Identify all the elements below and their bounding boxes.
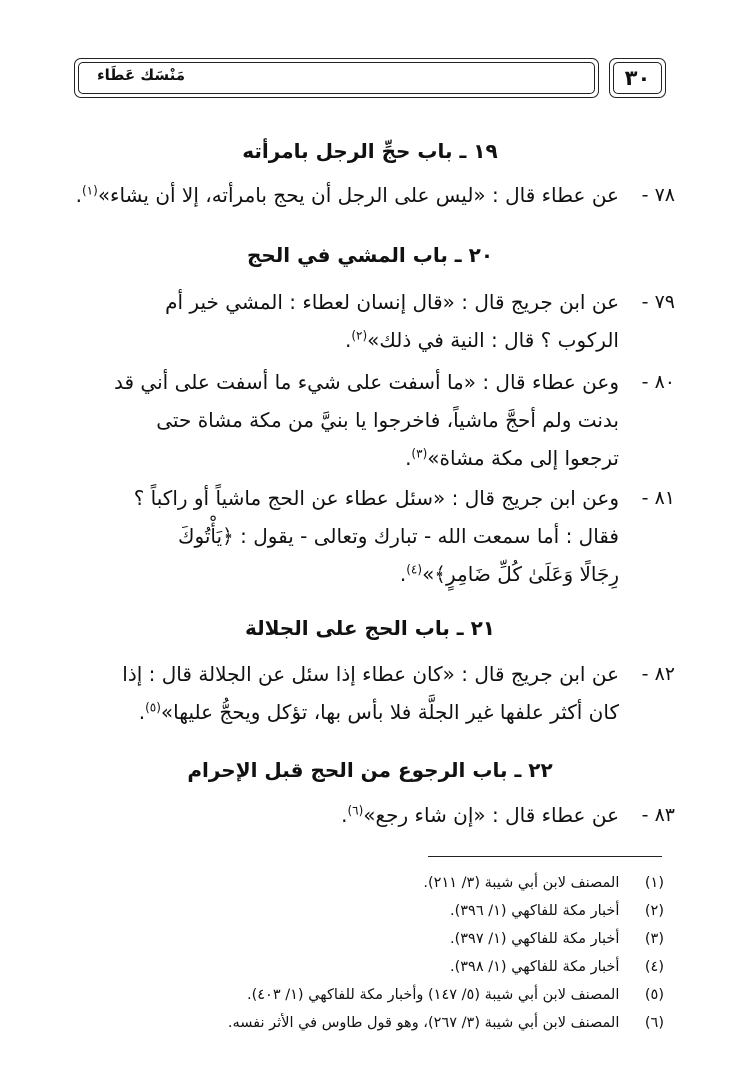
entry-line: الركوب ؟ قال : النية في ذلك»$^{(٢)}$. bbox=[344, 328, 619, 352]
footnote-ref: (٦) bbox=[347, 803, 364, 818]
footnote-text: أخبار مكة للفاكهي (١/ ٣٩٧). bbox=[449, 931, 620, 947]
entry-text bbox=[66, 655, 619, 731]
page-number-box bbox=[609, 58, 666, 98]
entry-text bbox=[66, 283, 619, 359]
entry-number: ٨٣ - bbox=[641, 804, 675, 826]
entry-number: ٨٠ - bbox=[641, 371, 675, 393]
footnote-ref: (٥) bbox=[145, 700, 161, 715]
entry-line: رِجَالًا وَعَلَىٰ كُلِّ ضَامِرٍ﴾»$^{(٤)}$. bbox=[399, 562, 619, 586]
entry-line: عن عطاء قال : «ليس على الرجل أن يحج بامرأته، إلا أن يشاء»$^{(١)}$. bbox=[75, 183, 619, 207]
footnote bbox=[74, 869, 664, 897]
footnote-ref: (١) bbox=[81, 183, 98, 198]
entry-number: ٨٢ - bbox=[641, 663, 675, 685]
footnote bbox=[74, 1009, 664, 1037]
entry-line: وعن ابن جريج قال : «سئل عطاء عن الحج ماشياً أو راكباً ؟ bbox=[133, 486, 619, 510]
section-heading-20: ٢٠ ـ باب المشي في الحج bbox=[246, 243, 494, 267]
footnote bbox=[74, 897, 664, 925]
entry-text bbox=[66, 479, 619, 593]
footnote-text: المصنف لابن أبي شيبة (٥/ ١٤٧) وأخبار مكة للفاكهي (١/ ٤٠٣). bbox=[246, 987, 620, 1003]
entry-text bbox=[66, 796, 619, 834]
footnote-text: المصنف لابن أبي شيبة (٣/ ٢١١). bbox=[423, 875, 620, 891]
footnote-number: (٥) bbox=[644, 987, 664, 1003]
entry-line: عن ابن جريج قال : «كان عطاء إذا سئل عن الجلالة قال : إذا bbox=[122, 662, 619, 686]
footnote-separator bbox=[428, 856, 662, 857]
footnote-number: (٣) bbox=[644, 931, 664, 947]
footnote-number: (١) bbox=[644, 875, 664, 891]
entry-number: ٧٨ - bbox=[641, 184, 675, 206]
entry-line: كان أكثر علفها غير الجلَّة فلا بأس بها، تؤكل ويحجُّ عليها»$^{(٥)}$. bbox=[138, 700, 619, 724]
entry-line: وعن عطاء قال : «ما أسفت على شيء ما أسفت على أني قد bbox=[114, 370, 619, 394]
section-heading-22: ٢٢ ـ باب الرجوع من الحج قبل الإحرام bbox=[187, 758, 553, 782]
entry-text bbox=[66, 176, 619, 214]
footnote-number: (٤) bbox=[644, 959, 664, 975]
footnote-text: أخبار مكة للفاكهي (١/ ٣٩٨). bbox=[449, 959, 620, 975]
footnote-text: المصنف لابن أبي شيبة (٣/ ٢٦٧)، وهو قول طاوس في الأثر نفسه. bbox=[227, 1015, 620, 1031]
running-title-box bbox=[74, 58, 599, 98]
entry-line: عن عطاء قال : «إن شاء رجع»$^{(٦)}$. bbox=[341, 803, 619, 827]
footnote-ref: (٣) bbox=[411, 446, 428, 461]
footnote-ref: (٢) bbox=[351, 328, 368, 343]
running-title: مَنْسَك عَطَاء bbox=[97, 66, 186, 84]
entry-line: بدنت ولم أحجَّ ماشياً، فاخرجوا يا بنيَّ من مكة مشاة حتى bbox=[156, 408, 619, 432]
entry-number: ٨١ - bbox=[641, 487, 675, 509]
footnote bbox=[74, 925, 664, 953]
footnote-ref: (٤) bbox=[406, 562, 423, 577]
entry-number: ٧٩ - bbox=[641, 291, 675, 313]
entry-line: فقال : أما سمعت الله - تبارك وتعالى - يقول : ﴿يَأْتُوكَ bbox=[178, 524, 619, 548]
section-heading-21: ٢١ ـ باب الحج على الجلالة bbox=[244, 616, 496, 640]
entry-line: عن ابن جريج قال : «قال إنسان لعطاء : المشي خير أم bbox=[165, 290, 619, 314]
footnote-text: أخبار مكة للفاكهي (١/ ٣٩٦). bbox=[449, 903, 620, 919]
page-number: ٣٠ bbox=[624, 66, 651, 90]
footnote bbox=[74, 953, 664, 981]
entry-text bbox=[66, 363, 619, 477]
footnote-number: (٦) bbox=[644, 1015, 664, 1031]
section-heading-19: ١٩ ـ باب حجِّ الرجل بامرأته bbox=[242, 139, 498, 163]
footnote-number: (٢) bbox=[644, 903, 664, 919]
footnote bbox=[74, 981, 664, 1009]
entry-line: ترجعوا إلى مكة مشاة»$^{(٣)}$. bbox=[405, 446, 619, 470]
